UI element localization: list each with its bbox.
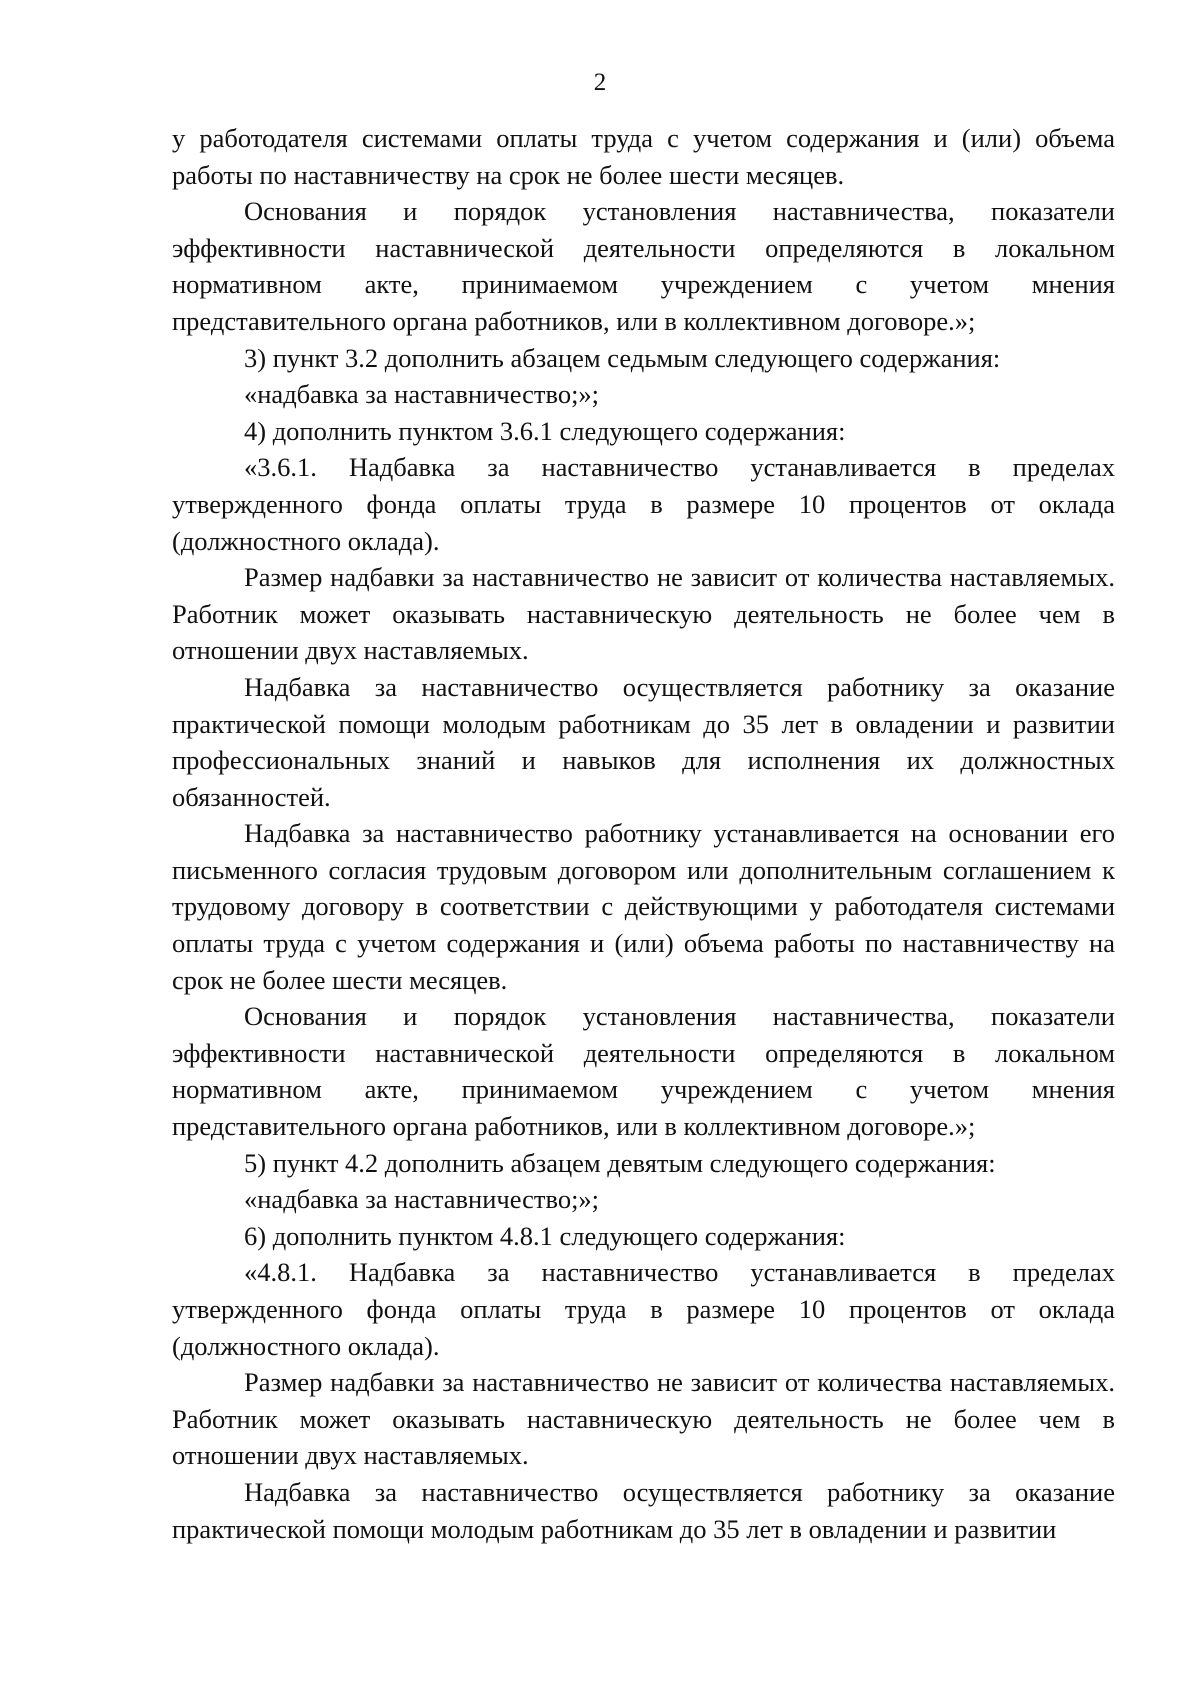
- paragraph-12: «надбавка за наставничество;»;: [244, 1184, 600, 1215]
- paragraph-7: Размер надбавки за наставничество не зависит от количества наставляемых. Работник может оказывать наставническую деятельность не более чем в отношении двух наставляемых.: [172, 562, 1115, 666]
- paragraph-11: 5) пункт 4.2 дополнить абзацем девятым следующего содержания:: [244, 1147, 996, 1178]
- paragraph-13: 6) дополнить пунктом 4.8.1 следующего содержания:: [244, 1220, 846, 1251]
- paragraph-6: «3.6.1. Надбавка за наставничество устанавливается в пределах утвержденного фонда оплаты труда в размере 10 процентов от оклада (должностного оклада).: [172, 452, 1115, 556]
- paragraph-3: 3) пункт 3.2 дополнить абзацем седьмым следующего содержания:: [244, 342, 1001, 373]
- paragraph-15: Размер надбавки за наставничество не зависит от количества наставляемых. Работник может оказывать наставническую деятельность не более чем в отношении двух наставляемых.: [172, 1367, 1115, 1471]
- paragraph-4: «надбавка за наставничество;»;: [244, 379, 600, 410]
- paragraph-8: Надбавка за наставничество осуществляется работнику за оказание практической помощи молодым работникам до 35 лет в овладении и развитии профессиональных знаний и навыков для исполнения их должностных обязанностей.: [172, 671, 1115, 812]
- paragraph-5: 4) дополнить пунктом 3.6.1 следующего содержания:: [244, 415, 846, 446]
- paragraph-1: у работодателя системами оплаты труда с учетом содержания и (или) объема работы по наставничеству на срок не более шести месяцев.: [172, 123, 1115, 190]
- paragraph-16: Надбавка за наставничество осуществляется работнику за оказание практической помощи молодым работникам до 35 лет в овладении и развитии: [172, 1476, 1115, 1544]
- paragraph-9: Надбавка за наставничество работнику устанавливается на основании его письменного согласия трудовым договором или дополнительным соглашением к трудовому договору в соответствии с действующими у работодателя системами оплаты труда с учетом содержания и (или) объема работы по наставничеству на срок не более шести месяцев.: [172, 818, 1115, 995]
- document-body: [172, 120, 1115, 1547]
- paragraph-2: Основания и порядок установления наставничества, показатели эффективности наставнической деятельности определяются в локальном нормативном акте, принимаемом учреждением с учетом мнения представительного органа работников, или в коллективном договоре.»;: [172, 196, 1115, 336]
- page-number: 2: [593, 69, 607, 96]
- paragraph-14: «4.8.1. Надбавка за наставничество устанавливается в пределах утвержденного фонда оплаты труда в размере 10 процентов от оклада (должностного оклада).: [172, 1257, 1115, 1361]
- paragraph-10: Основания и порядок установления наставничества, показатели эффективности наставнической деятельности определяются в локальном нормативном акте, принимаемом учреждением с учетом мнения представительного органа работников, или в коллективном договоре.»;: [172, 1001, 1115, 1142]
